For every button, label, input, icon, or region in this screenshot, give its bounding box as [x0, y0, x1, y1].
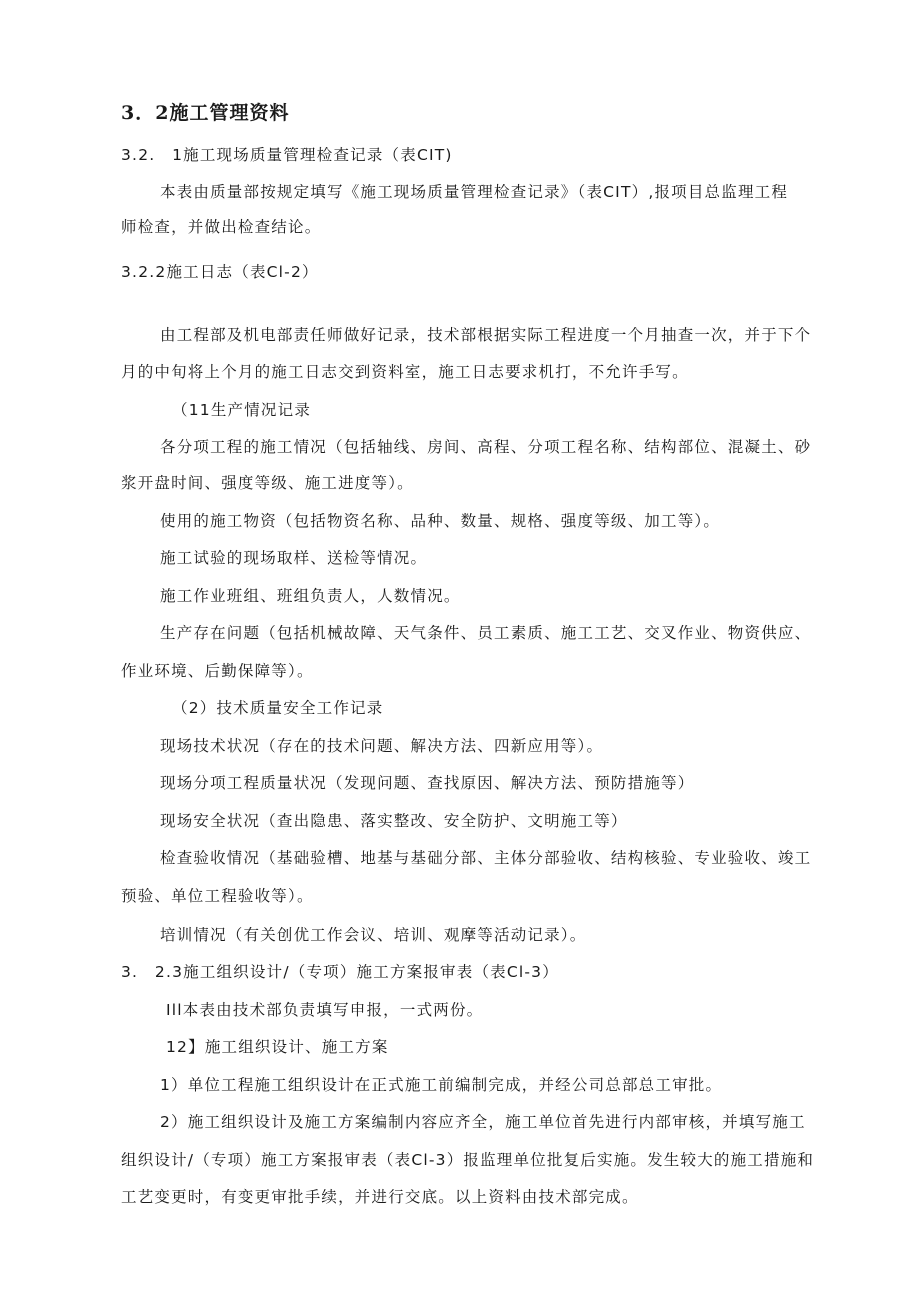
section-title: 3．2施工管理资料 — [121, 102, 290, 124]
item-construction-line1: 各分项工程的施工情况（包括轴线、房间、高程、分项工程名称、结构部位、混凝土、砂 — [160, 438, 812, 456]
heading-3-2-3: 3. 2.3施工组织设计/（专项）施工方案报审表（表Cl-3） — [121, 963, 559, 981]
item-problems-line1: 生产存在问题（包括机械故障、天气条件、员工素质、施工工艺、交叉作业、物资供应、 — [160, 624, 812, 642]
paragraph-3-2-3-2: 12】施工组织设计、施工方案 — [166, 1038, 389, 1056]
numbered-item-2-line2: 组织设计/（专项）施工方案报审表（表Cl-3）报监理单位批复后实施。发生较大的施工措施和 — [121, 1151, 815, 1169]
item-inspection-line2: 预验、单位工程验收等）。 — [121, 887, 314, 905]
item-construction-line2: 浆开盘时间、强度等级、施工进度等）。 — [121, 474, 414, 492]
paragraph-3-2-2-line2: 月的中旬将上个月的施工日志交到资料室，施工日志要求机打，不允许手写。 — [121, 363, 689, 381]
item-testing: 施工试验的现场取样、送检等情况。 — [160, 549, 428, 567]
subheading-technical: （2）技术质量安全工作记录 — [172, 699, 384, 717]
item-tech-status: 现场技术状况（存在的技术问题、解决方法、四新应用等）。 — [160, 737, 604, 755]
item-teams: 施工作业班组、班组负责人，人数情况。 — [160, 587, 461, 605]
paragraph-3-2-1-line2: 师检查，并做出检查结论。 — [121, 218, 322, 236]
numbered-item-1: 1）单位工程施工组织设计在正式施工前编制完成，并经公司总部总工审批。 — [160, 1076, 723, 1094]
heading-3-2-2: 3.2.2施工日志（表Cl-2） — [121, 263, 319, 281]
item-quality-status: 现场分项工程质量状况（发现问题、查找原因、解决方法、预防措施等） — [160, 774, 695, 792]
paragraph-3-2-1-line1: 本表由质量部按规定填写《施工现场质量管理检查记录》（表CIT）,报项目总监理工程 — [160, 183, 789, 201]
item-training: 培训情况（有关创优工作会议、培训、观摩等活动记录）。 — [160, 926, 587, 944]
subheading-production: （11生产情况记录 — [172, 401, 312, 419]
numbered-item-2-line1: 2）施工组织设计及施工方案编制内容应齐全，施工单位首先进行内部审核，并填写施工 — [160, 1113, 806, 1131]
item-materials: 使用的施工物资（包括物资名称、品种、数量、规格、强度等级、加工等）。 — [160, 512, 721, 530]
item-safety-status: 现场安全状况（查出隐患、落实整改、安全防护、文明施工等） — [160, 812, 628, 830]
heading-3-2-1: 3.2. 1施工现场质量管理检查记录（表CIT) — [121, 146, 453, 164]
item-problems-line2: 作业环境、后勤保障等）。 — [121, 662, 314, 680]
numbered-item-2-line3: 工艺变更时，有变更审批手续，并进行交底。以上资料由技术部完成。 — [121, 1188, 639, 1206]
paragraph-3-2-3-1: Ill本表由技术部负责填写申报，一式两份。 — [166, 1001, 484, 1019]
paragraph-3-2-2-line1: 由工程部及机电部责任师做好记录，技术部根据实际工程进度一个月抽查一次，并于下个 — [160, 326, 812, 344]
item-inspection-line1: 检查验收情况（基础验槽、地基与基础分部、主体分部验收、结构核验、专业验收、竣工 — [160, 849, 812, 867]
